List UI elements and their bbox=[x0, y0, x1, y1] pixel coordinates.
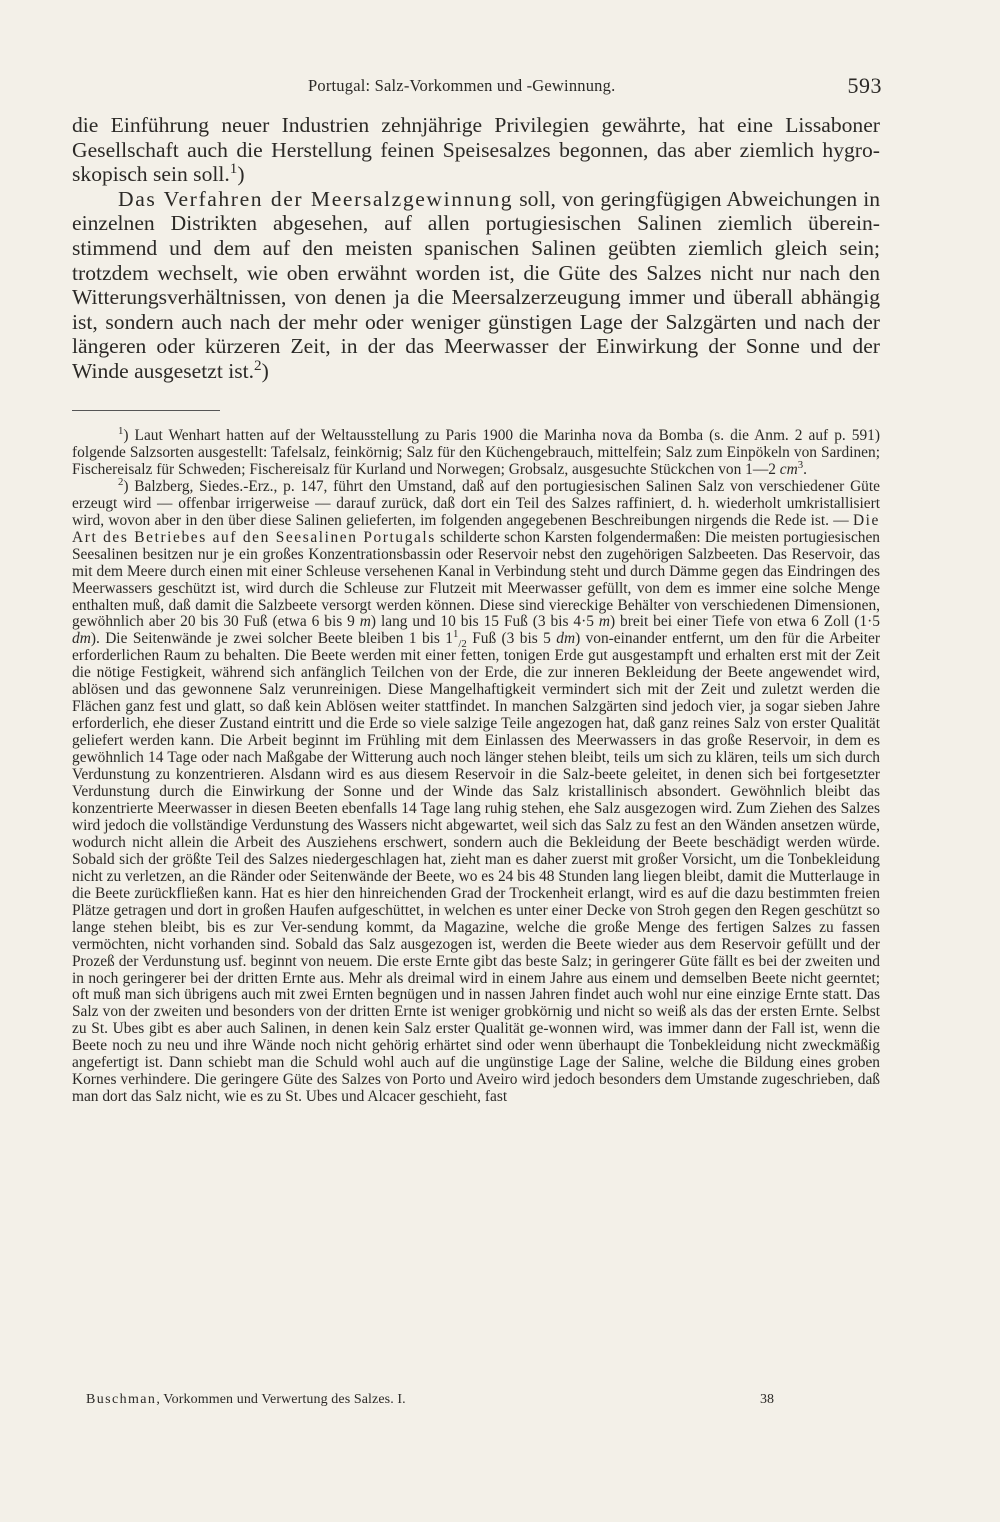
paragraph-1-text: die Einführung neuer Industrien zehnjährige Privilegien gewährte, hat eine Lissaboner Gesellschaft auch die Herstellung feinen Speisesalzes begonnen, das aber ziemlich hygro-skopisch sein soll. bbox=[72, 113, 880, 187]
footer-author: Buschman bbox=[86, 1392, 157, 1407]
footnote-2-unit-3: dm bbox=[72, 630, 91, 648]
running-head-title: Portugal: Salz-Vorkommen und -Gewinnung. bbox=[308, 76, 616, 95]
paragraph-2-emphasis: Das Verfahren der Meersalzgewinnung bbox=[118, 186, 514, 211]
footnote-2-text-a: ) Balzberg, Siedes.-Erz., p. 147, führt den Umstand, daß auf den portugiesischen Salinen Salz von verschiedener Güte erzeugt wird — offenbar irrigerweise — darauf zurück, daß dort ein Teil des Salzes raffiniert, d. h. wiederholt umkristallisiert wird, wovon aber in den über diese Salinen gelieferten, im folgenden angegebenen Beschreibungen nirgends die Rede ist. — bbox=[72, 477, 880, 529]
footnote-2-mark: 2 bbox=[118, 475, 124, 488]
footnote-2 bbox=[72, 475, 880, 1106]
footer-source bbox=[86, 1392, 406, 1408]
footnote-2-text-f: Fuß (3 bis 5 bbox=[466, 630, 557, 648]
main-text bbox=[72, 113, 880, 384]
sheet-signature: 38 bbox=[760, 1392, 774, 1407]
running-head bbox=[72, 72, 882, 102]
footnote-2-emphasis: Die Art des Betriebes auf den Seesalinen Portugals bbox=[72, 511, 880, 546]
footnote-2-text-b: schilderte schon Karsten folgendermaßen: Die meisten portugiesischen Seesalinen besitzen nur je ein großes Konzentrationsbassin oder Reservoir nebst den zugehörigen Salzbeeten. Das Reservoir, das mit dem Meere durch einen mit einer Schleuse versehenen Kanal in Verbindung steht und durch Dämme gegen das Eindringen des Meerwassers geschützt ist, wird durch die Schleuse zur Flutzeit mit Meerwasser gefüllt, von dem es immer eine solche Menge enthalten muß, daß damit die Salzbeete versorgt werden können. Diese sind viereckige Behälter von verschiedenen Dimensionen, gewöhnlich aber 20 bis 30 Fuß (etwa 6 bis 9 bbox=[72, 528, 880, 631]
footnote-1-mark: 1 bbox=[118, 424, 124, 437]
page-number: 593 bbox=[847, 73, 882, 98]
footnotes bbox=[72, 424, 880, 1106]
paragraph-2-text: soll, von geringfügigen Abweichungen in einzelnen Distrikten abgesehen, auf allen portugiesischen Salinen ziemlich überein-stimmend und dem auf den meisten spanischen Salinen geübten ziemlich gleich sein; trotzdem wechselt, wie oben erwähnt worden ist, die Güte des Salzes nicht nur nach den Witterungsverhältnissen, von denen ja die Meersalzerzeugung immer und überall abhängig ist, sondern auch nach der mehr oder weniger günstigen Lage der Salzgärten und nach der längeren oder kürzeren Zeit, in der das Meerwasser der Einwirkung der Sonne und der Winde ausgesetzt ist. bbox=[72, 186, 881, 383]
footnote-1-text: ) Laut Wenhart hatten auf der Weltausstellung zu Paris 1900 die Marinha nova da Bomba (s. die Anm. 2 auf p. 591) folgende Salzsorten ausgestellt: Tafelsalz, feinkörnig; Salz für den Küchengebrauch, mittelfein; Salz zum Einpökeln von Sardinen; Fischereisalz für Schweden; Fischereisalz für Kurland und Norwegen; Grobsalz, ausgesuchte Stückchen von 1—2 bbox=[72, 427, 880, 478]
footnote-ref-1: 1 bbox=[229, 161, 238, 177]
footnote-2-unit-1: m bbox=[359, 613, 371, 631]
footnote-1 bbox=[72, 424, 880, 479]
footnote-1-exponent: 3 bbox=[797, 458, 804, 471]
footnote-2-text-d: ) breit bei einer Tiefe von etwa 6 Zoll (1·5 bbox=[610, 613, 880, 631]
paragraph-2: Das Verfahren der Meersalzgewinnung soll, von geringfügigen Abweichungen in einzelnen Distrikten abgesehen, auf allen portugiesischen Salinen ziemlich überein-stimmend und dem auf den meisten spanischen Salinen geübten ziemlich gleich sein; trotzdem wechselt, wie oben erwähnt worden ist, die Güte des Salzes nicht nur nach den Witterungsverhältnissen, von denen ja die Meersalzerzeugung immer und überall abhängig ist, sondern auch nach der mehr oder weniger günstigen Lage der Salzgärten und nach der längeren oder kürzeren Zeit, in der das Meerwasser der Einwirkung der Sonne und der Winde ausgesetzt ist.$^2$) bbox=[72, 186, 881, 383]
footnote-2-unit-4: dm bbox=[556, 630, 576, 648]
footnote-2-fraction-num: 1 bbox=[453, 628, 459, 641]
footnote-ref-2: 2 bbox=[254, 357, 262, 374]
footnote-2-fraction-den: /2 bbox=[458, 638, 467, 651]
footnote-1-unit: cm bbox=[779, 460, 798, 478]
footer-work: , Vorkommen und Verwertung des Salzes. I. bbox=[156, 1392, 406, 1407]
footnote-2-text-e: ). Die Seitenwände je zwei solcher Beete bleiben 1 bis 1 bbox=[90, 630, 454, 648]
page-footer bbox=[72, 1392, 882, 1416]
footnote-2-unit-2: m bbox=[598, 613, 610, 631]
footnote-2-text-g: ) von-einander entfernt, um den für die Arbeiter erforderlichen Raum zu behalten. Die Beete werden mit einer fetten, tonigen Erde gut ausgestampft und erhalten erst mit der Zeit die nötige Festigkeit, während sich anfänglich Teilchen von der Erde, die zur inneren Bekleidung der Beete angewendet wird, ablösen und das gewonnene Salz verunreinigen. Diese Mangelhaftigkeit vermindert sich mit der Zeit und zuletzt werden die Flächen ganz fest und glatt, so daß kein Ablösen weiter stattfindet. In manchen Salzgärten sind jedoch vier, ja sogar sieben Jahre erforderlich, ehe dieser Zustand eintritt und die Erde so viele salzige Teile angezogen hat, daß ganz reines Salz von erster Qualität geliefert werden kann. Die Arbeit beginnt im Frühling mit dem Einlassen des Meerwassers in das große Reservoir, in dem es gewöhnlich 14 Tage oder nach Maßgabe der Witterung auch noch länger stehen bleibt, teils um sich zu klären, teils um sich durch Verdunstung zu konzentrieren. Alsdann wird es aus diesem Reservoir in die Salz-beete geleitet, in denen sich bei fortgesetzter Verdunstung durch die Einwirkung der Sonne und der Winde das Salz kristallinisch absondert. Gewöhnlich bleibt das konzentrierte Meerwasser in diesen Beeten ebenfalls 14 Tage lang ruhig stehen, ehe Salz ausgezogen wird. Zum Ziehen des Salzes wird jedoch die vollständige Verdunstung des Wassers nicht abgewartet, weil sich das Salz zu fest an den Wänden ansetzen würde, wodurch nicht allein die Arbeit des Ausziehens erschwert, sondern auch die Bekleidung der Beete beschädigt werden würde. Sobald sich der größte Teil des Salzes niedergeschlagen hat, zieht man es daher zuerst mit großer Vorsicht, um die Tonbekleidung nicht zu verletzen, an die Ränder oder Seitenwände der Beete, wo es 24 bis 48 Stunden lang liegen bleibt, damit die Mutterlauge in die Beete zurückfließen kann. Hat es hier den hinreichenden Grad der Trockenheit erlangt, wird es auf die dazu bestimmten freien Plätze getragen und dort in großen Haufen aufgeschüttet, in welchen es unter einer Decke von Stroh gegen den Regen geschützt so lange stehen bleibt, bis es zur Ver-sendung kommt, da Magazine, welche die große Menge des fertigen Salzes zu fassen vermöchten, nicht vorhanden sind. Sobald das Salz ausgezogen ist, werden die Beete wieder aus dem Reservoir gefüllt und der Prozeß der Verdunstung usf. beginnt von neuem. Die erste Ernte gibt das beste Salz; in geringerer Güte fällt es bei der zweiten und in noch geringerer bei der dritten Ernte aus. Mehr als dreimal wird in einem Jahre aus einem und demselben Beete nicht geerntet; oft muß man sich übrigens auch mit zwei Ernten begnügen und in nassen Jahren findet auch wohl nur eine einzige Ernte statt. Das Salz von der zweiten und besonders von der dritten Ernte ist weniger grobkörnig und nicht so weiß als das der ersten Ernte. Selbst zu St. Ubes gibt es aber auch Salinen, in denen kein Salz erster Qualität ge-wonnen wird, was immer dann der Fall ist, wenn die Beete noch zu neu und ihre Wände noch nicht gehörig erhärtet sind oder wenn überhaupt die Tonbekleidung nicht zweckmäßig angefertigt ist. Dann schiebt man die Schuld wohl auch auf die ungünstige Lage der Saline, welche die Bildung eines groben Kornes verhindere. Die geringere Güte des Salzes von Porto und Aveiro wird jedoch besonders dem Umstande zugeschrieben, daß man dort das Salz nicht, wie es zu St. Ubes und Alcacer geschieht, fast bbox=[72, 630, 880, 1106]
footnote-1-end: . bbox=[803, 460, 807, 478]
footnote-2-text-c: ) lang und 10 bis 15 Fuß (3 bis 4·5 bbox=[370, 613, 599, 631]
footnote-rule bbox=[72, 410, 220, 411]
paragraph-1: die Einführung neuer Industrien zehnjährige Privilegien gewährte, hat eine Lissaboner Gesellschaft auch die Herstellung feinen Speisesalzes begonnen, das aber ziemlich hygro-skopisch sein soll.$^1$) bbox=[72, 113, 880, 187]
